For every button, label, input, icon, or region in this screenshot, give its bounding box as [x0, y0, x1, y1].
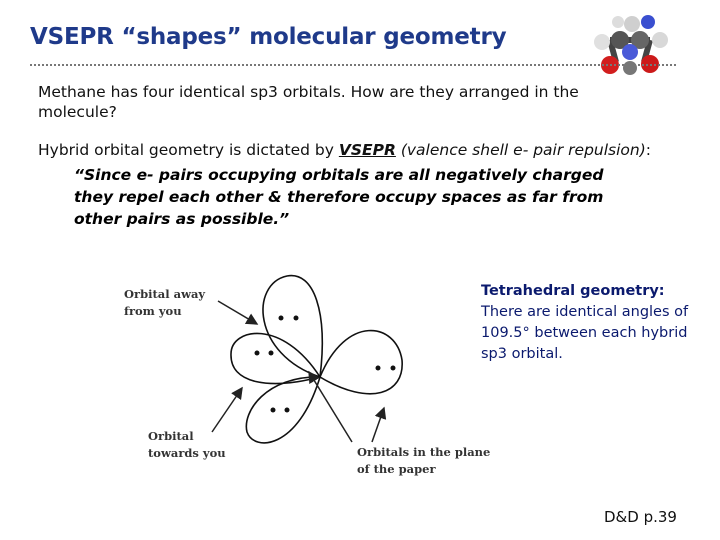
label-orbital-away: Orbital away from you — [124, 287, 206, 318]
orbital-lobe-right — [320, 331, 402, 394]
vsepr-paragraph — [38, 140, 698, 160]
vsepr-lead-text: Hybrid orbital geometry is dictated by — [38, 141, 339, 159]
intro-paragraph: Methane has four identical sp3 orbitals. How are they arranged in the molecule? — [38, 83, 579, 121]
vsepr-definition: (valence shell e- pair repulsion) — [395, 141, 646, 159]
arrow-orbital-away — [218, 301, 257, 324]
label-orbital-towards: Orbital towards you — [148, 429, 226, 460]
arrow-plane-right — [372, 408, 384, 442]
repulsion-quote: “Since e- pairs occupying orbitals are all negatively charged they repel each other & therefore occupy spaces as far from other pairs as possible.” — [74, 166, 604, 228]
vsepr-term: VSEPR — [338, 141, 396, 159]
arrow-orbital-towards — [212, 388, 242, 432]
molecule-model-icon — [590, 10, 672, 82]
tetrahedral-note — [481, 281, 691, 365]
orbital-lobes — [231, 276, 402, 443]
tetrahedral-heading: Tetrahedral geometry: — [481, 283, 665, 299]
page-reference: D&D p.39 — [604, 508, 677, 526]
tetrahedral-body: There are identical angles of 109.5° between each hybrid sp3 orbital. — [481, 304, 689, 362]
tetrahedral-orbital-diagram — [100, 262, 520, 487]
vsepr-colon: : — [645, 141, 652, 159]
orbital-lobe-bottom — [246, 377, 320, 443]
orbital-lobe-top — [263, 276, 322, 377]
orbital-lobe-left — [231, 333, 320, 383]
slide-title: VSEPR “shapes” molecular geometry — [30, 24, 507, 50]
title-divider — [30, 64, 676, 66]
label-orbitals-plane: Orbitals in the plane of the paper — [357, 445, 491, 476]
